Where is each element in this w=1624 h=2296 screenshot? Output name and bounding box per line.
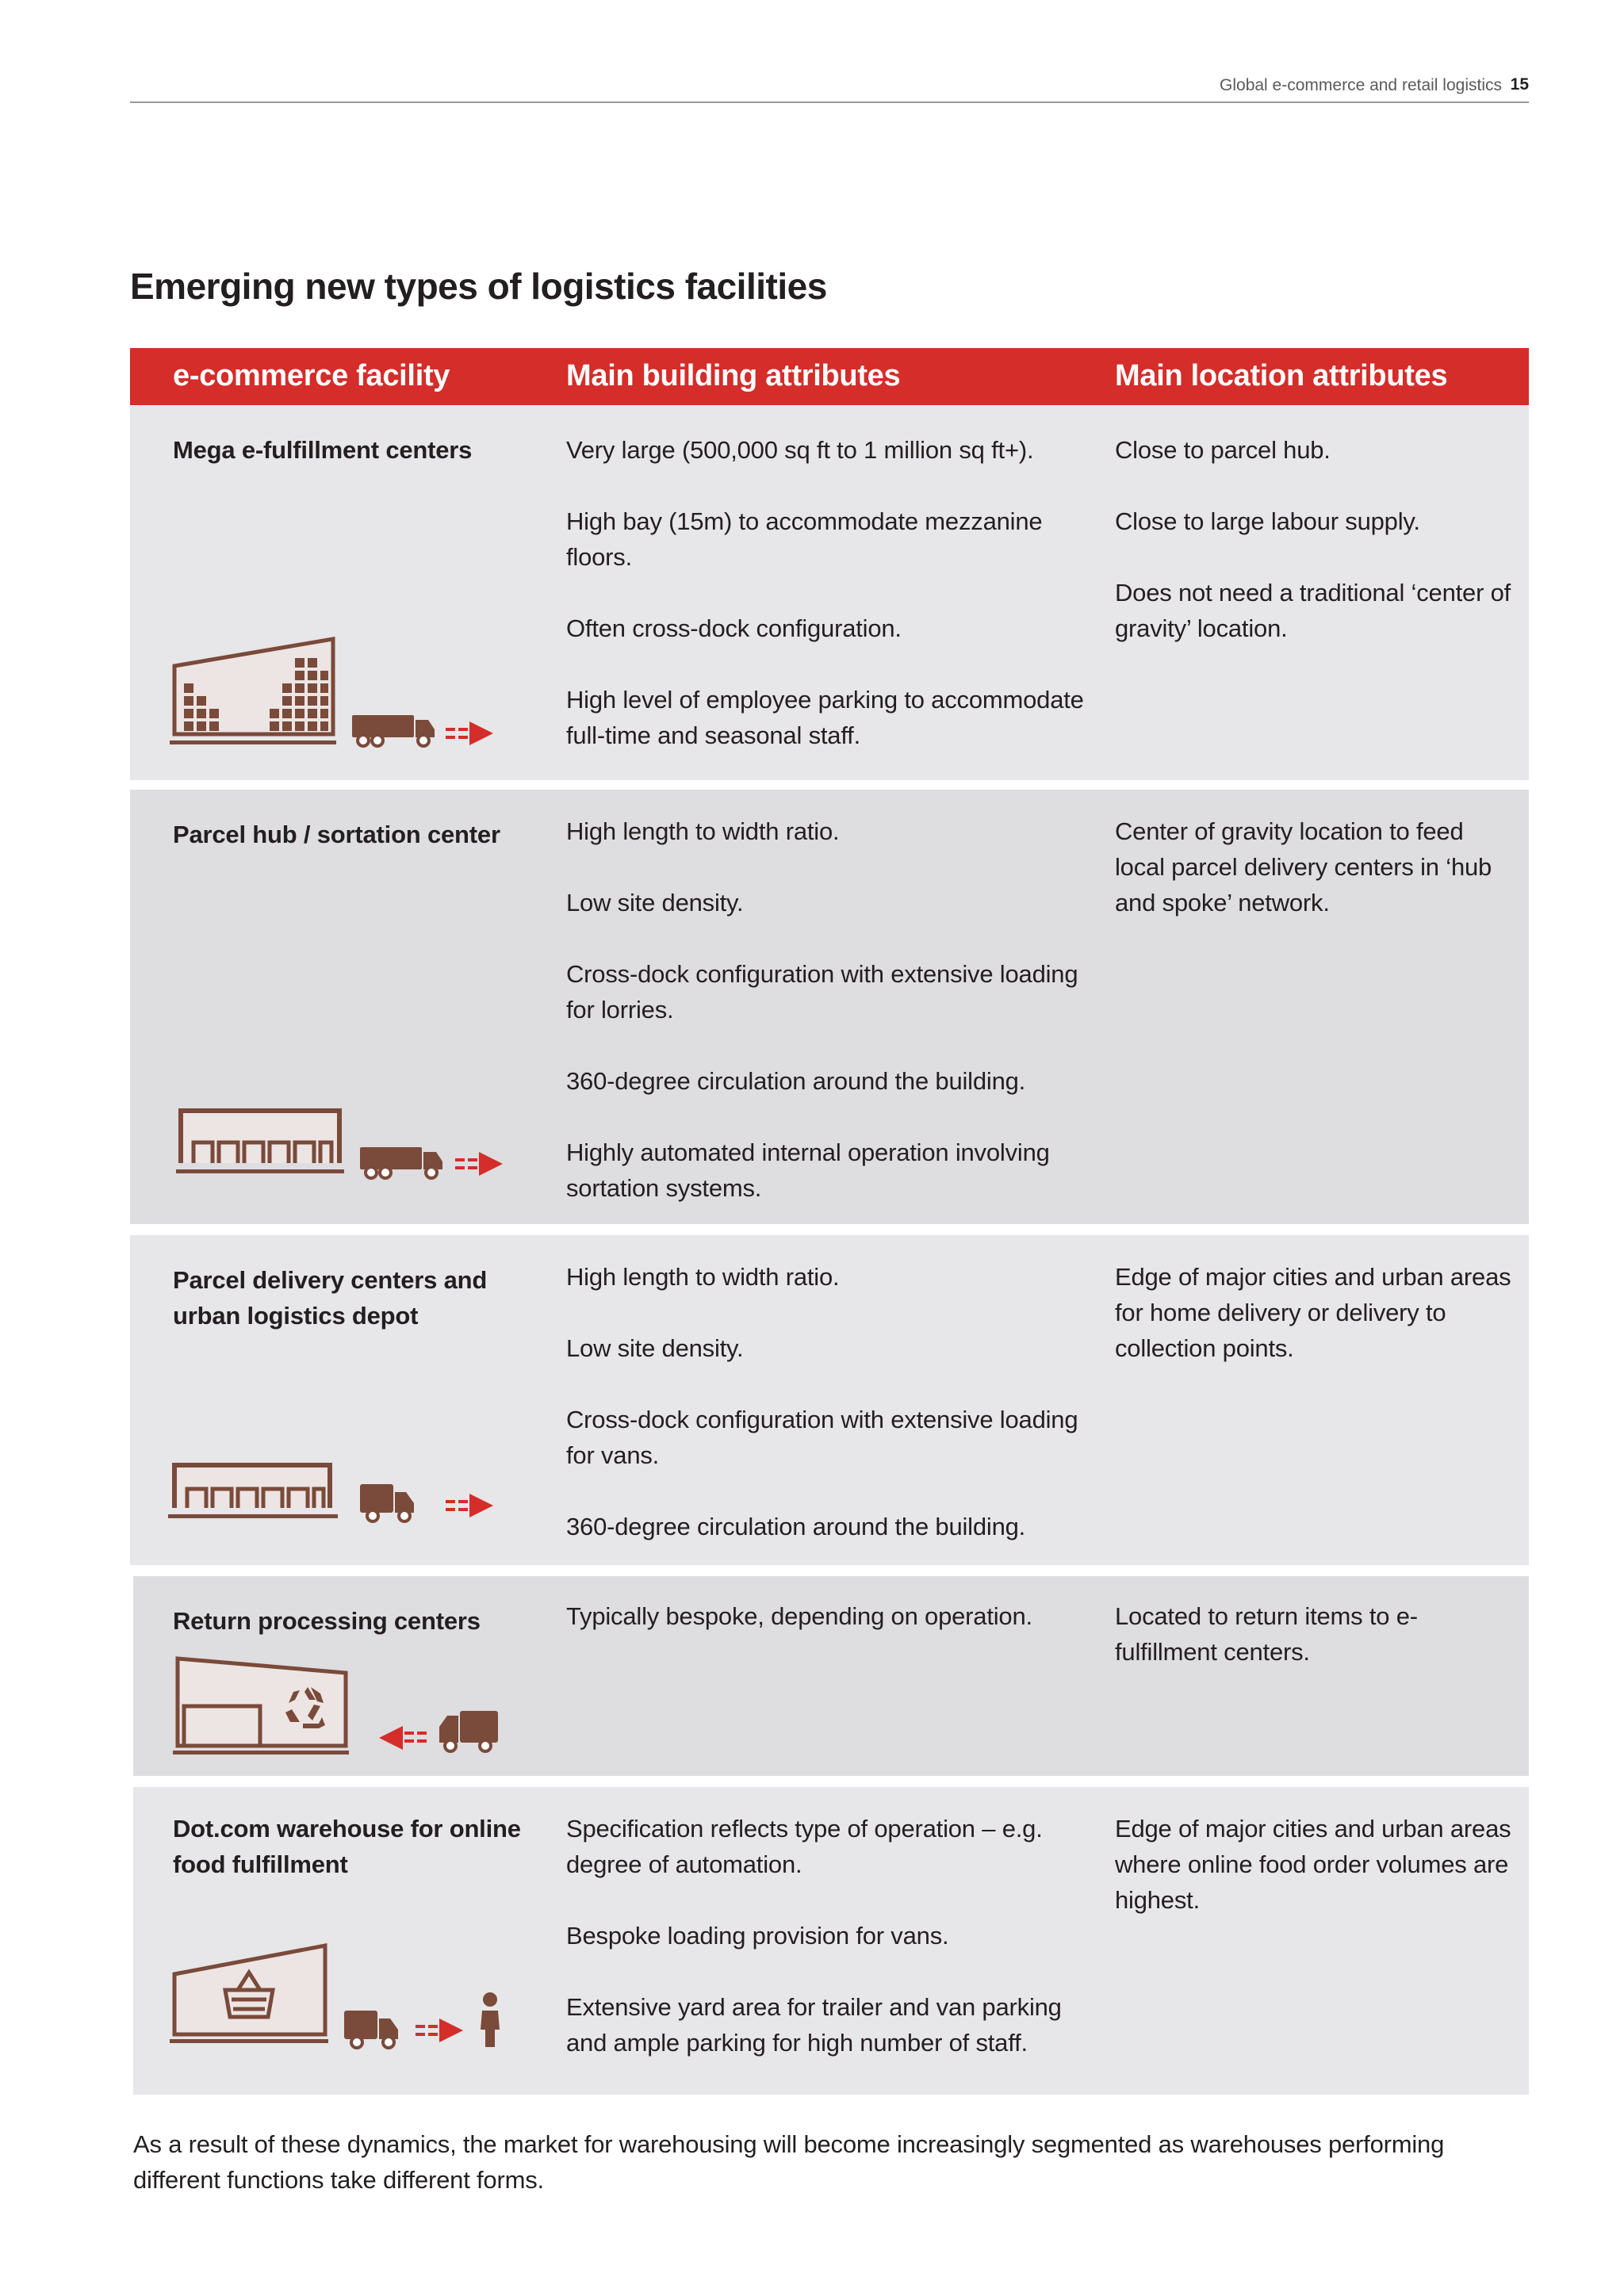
location-attributes [1115, 1598, 1448, 1670]
facility-icon-group [168, 1457, 501, 1544]
facility-name: Return processing centers [173, 1607, 481, 1635]
location-attributes [1115, 1259, 1511, 1366]
building-attributes [566, 432, 1090, 753]
depot-building-icon [168, 1465, 338, 1518]
facility-icon-group [176, 1103, 509, 1190]
attribute-text: Low site density. [566, 1334, 744, 1362]
attribute-text: Highly automated internal operation involving sortation systems. [566, 1138, 1050, 1202]
closing-paragraph: As a result of these dynamics, the market for warehousing will become increasingly segmented as warehouses performing different functions take different forms. [133, 2130, 1445, 2194]
inbound-arrow-icon [379, 1726, 427, 1750]
location-attributes [1115, 1811, 1511, 1918]
running-header [130, 73, 1529, 103]
van-icon [344, 2011, 398, 2048]
facility-name: Parcel hub / sortation center [173, 821, 500, 848]
attribute-text: Cross-dock configuration with extensive loading for lorries. [566, 960, 1078, 1024]
table-row [130, 1235, 1529, 1565]
column-header-location: Main location attributes [1115, 359, 1448, 392]
warehouse-icon [170, 639, 336, 744]
lorry-icon [352, 715, 435, 746]
attribute-text: Edge of major cities and urban areas for home delivery or delivery to collection points. [1115, 1263, 1511, 1362]
column-header-facility: e-commerce facility [173, 359, 450, 392]
attribute-text: Low site density. [566, 889, 744, 916]
attribute-text: High length to width ratio. [566, 817, 840, 845]
attribute-text: Bespoke loading provision for vans. [566, 1922, 949, 1950]
attribute-text: Close to parcel hub. [1115, 436, 1331, 464]
person-icon [481, 1992, 500, 2047]
attribute-text: Cross-dock configuration with extensive loading for vans. [566, 1406, 1078, 1469]
outbound-arrow-icon [416, 2019, 463, 2042]
building-attributes [566, 1811, 1090, 2061]
attribute-text: Edge of major cities and urban areas where online food order volumes are highest. [1115, 1815, 1511, 1914]
facility-icon-group [170, 631, 503, 758]
location-attributes [1115, 813, 1511, 920]
recycle-building-icon [173, 1659, 349, 1755]
building-attributes [566, 813, 1090, 1206]
attribute-text: Does not need a traditional ‘center of gravity’ location. [1115, 579, 1511, 642]
facility-icon-group [170, 1938, 519, 2064]
attribute-text: Very large (500,000 sq ft to 1 million sq ft+). [566, 436, 1034, 464]
building-attributes [566, 1259, 1090, 1544]
attribute-text: Extensive yard area for trailer and van parking and ample parking for high number of staff. [566, 1993, 1062, 2057]
van-icon [439, 1711, 498, 1751]
table-row [130, 405, 1529, 780]
column-header-building: Main building attributes [566, 359, 901, 392]
attribute-text: Center of gravity location to feed local parcel delivery centers in ‘hub and spoke’ network. [1115, 817, 1492, 916]
lorry-icon [360, 1147, 442, 1178]
attribute-text: Located to return items to e-fulfillment centers. [1115, 1602, 1418, 1666]
attribute-text: High level of employee parking to accommodate full-time and seasonal staff. [566, 686, 1084, 749]
attribute-text: Often cross-dock configuration. [566, 614, 902, 642]
page-title: Emerging new types of logistics facilities [130, 266, 827, 307]
attribute-text: High bay (15m) to accommodate mezzanine floors. [566, 507, 1043, 571]
attribute-text: 360-degree circulation around the building. [566, 1067, 1026, 1095]
running-title: Global e-commerce and retail logistics [1220, 76, 1502, 94]
location-attributes [1115, 432, 1511, 646]
building-attributes [566, 1598, 1090, 1634]
table-row [130, 790, 1529, 1224]
facility-name: Mega e-fulfillment centers [173, 436, 473, 464]
table-row [133, 1576, 1529, 1776]
outbound-arrow-icon [446, 1494, 493, 1517]
facility-icon-group [173, 1655, 522, 1758]
table-row [133, 1787, 1529, 2095]
page-number: 15 [1510, 75, 1529, 94]
van-icon [360, 1484, 414, 1521]
attribute-text: Specification reflects type of operation – e.g. degree of automation. [566, 1815, 1043, 1878]
facility-name: Dot.com warehouse for online food fulfillment [173, 1815, 521, 1878]
table-header [130, 348, 1529, 405]
outbound-arrow-icon [455, 1152, 503, 1176]
cross-dock-building-icon [176, 1111, 344, 1173]
attribute-text: 360-degree circulation around the building. [566, 1513, 1026, 1540]
outbound-arrow-icon [446, 721, 493, 745]
attribute-text: High length to width ratio. [566, 1263, 840, 1291]
attribute-text: Close to large labour supply. [1115, 507, 1420, 535]
basket-warehouse-icon [170, 1946, 328, 2043]
attribute-text: Typically bespoke, depending on operation. [566, 1602, 1032, 1630]
facility-name: Parcel delivery centers and urban logistics depot [173, 1266, 488, 1330]
